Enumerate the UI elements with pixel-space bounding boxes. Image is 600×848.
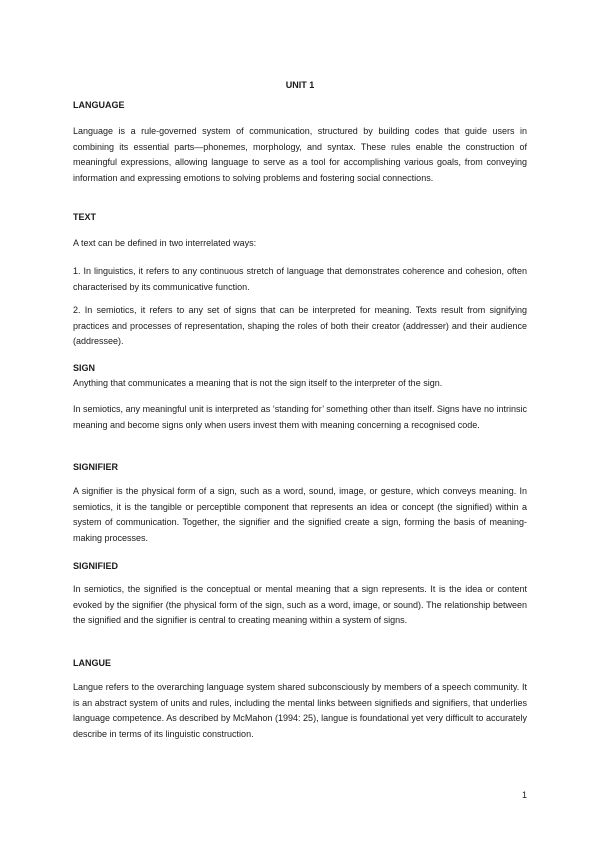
page-title: UNIT 1 bbox=[285, 80, 315, 90]
heading-signifier: SIGNIFIER bbox=[73, 462, 119, 472]
paragraph-text-linguistics: 1. In linguistics, it refers to any continuous stretch of language that demonstrates coherence and cohesion, often characterised by its communicative function. bbox=[73, 266, 527, 292]
paragraph-text-intro: A text can be defined in two interrelated ways: bbox=[73, 238, 257, 248]
heading-text: TEXT bbox=[73, 212, 97, 222]
paragraph-signified: In semiotics, the signified is the conceptual or mental meaning that a sign represents. It is the idea or content evoked by the signifier (the physical form of the sign, such as a word, image, or sound). The relationship between the signified and the signifier is central to creating meaning within a system of signs. bbox=[73, 584, 527, 625]
page-number: 1 bbox=[521, 790, 527, 800]
heading-language: LANGUAGE bbox=[73, 100, 125, 110]
heading-sign: SIGN bbox=[73, 363, 96, 373]
paragraph-signifier: A signifier is the physical form of a sign, such as a word, sound, image, or gesture, which conveys meaning. In semiotics, it is the tangible or perceptible component that represents an idea or concept (the signified) within a system of communication. Together, the signifier and the signified create a sign, forming the basis of meaning-making processes. bbox=[73, 486, 527, 543]
paragraph-language: Language is a rule-governed system of communication, structured by building codes that guide users in combining its essential parts—phonemes, morphology, and syntax. These rules enable the construction of meaningful expressions, allowing language to serve as a tool for accomplishing various goals, from conveying information and expressing emotions to solving problems and fostering social connections. bbox=[73, 126, 527, 183]
paragraph-sign-definition: Anything that communicates a meaning that is not the sign itself to the interpreter of the sign. bbox=[73, 378, 443, 388]
heading-signified: SIGNIFIED bbox=[73, 561, 119, 571]
paragraph-text-semiotics: 2. In semiotics, it refers to any set of signs that can be interpreted for meaning. Texts result from signifying practices and processes of representation, shaping the roles of both their creator (addresser) and their audience (addressee). bbox=[73, 305, 527, 346]
paragraph-langue: Langue refers to the overarching language system shared subconsciously by members of a speech community. It is an abstract system of units and rules, including the mental links between signifieds and signifiers, that underlies language competence. As described by McMahon (1994: 25), langue is foundational yet very difficult to accurately describe in terms of its linguistic construction. bbox=[73, 682, 527, 739]
paragraph-sign-semiotics: In semiotics, any meaningful unit is interpreted as ‘standing for’ something other than itself. Signs have no intrinsic meaning and become signs only when users invest them with meaning concerning a recognised code. bbox=[73, 404, 527, 430]
heading-langue: LANGUE bbox=[73, 658, 111, 668]
